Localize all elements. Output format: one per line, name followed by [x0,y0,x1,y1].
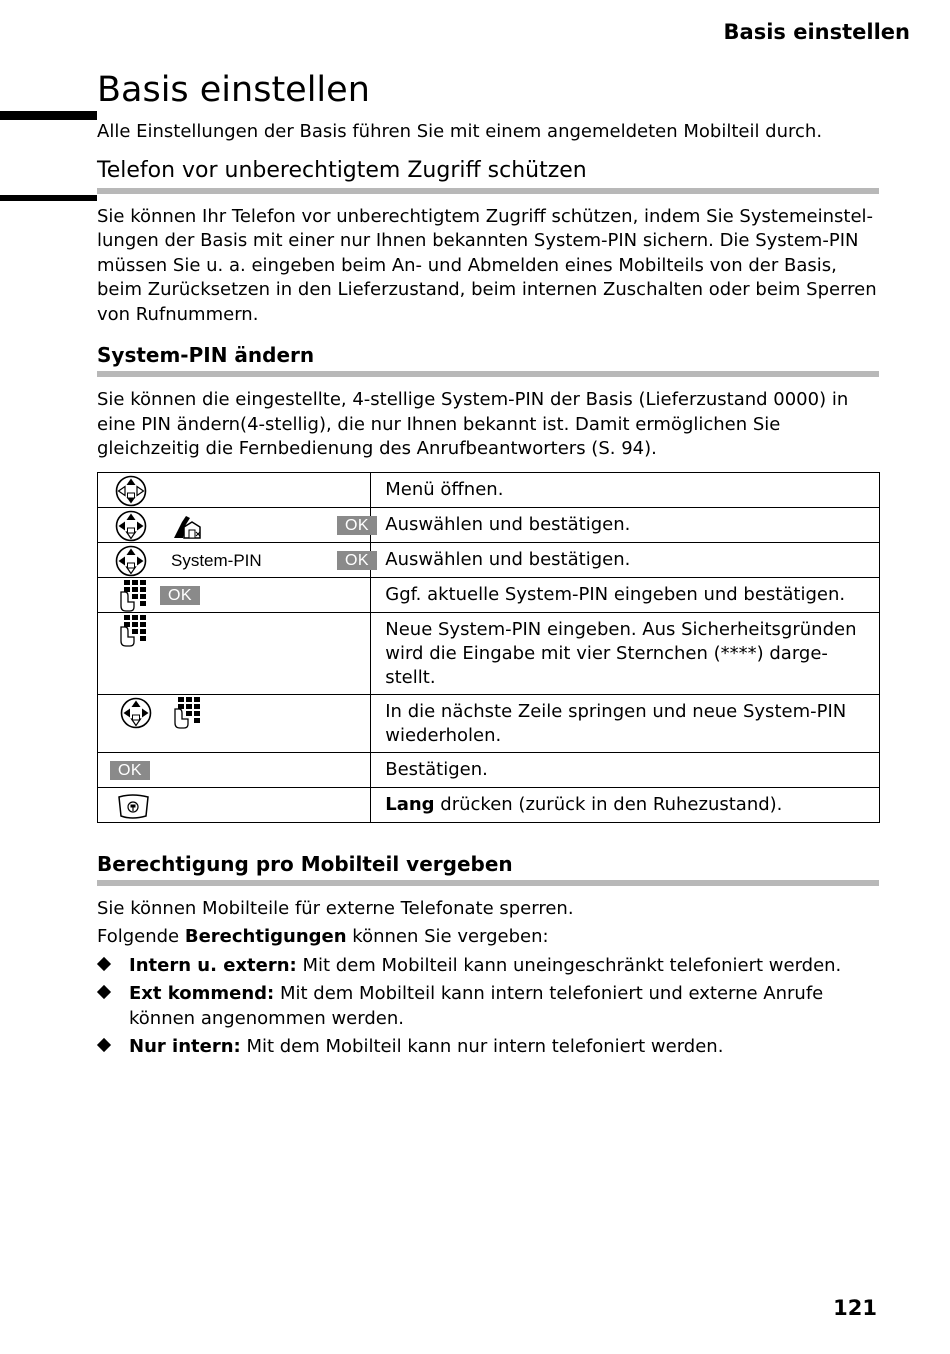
permission-term: Nur intern: [129,1036,241,1057]
lead-suffix: können Sie vergeben: [346,926,549,947]
step-text: In die nächste Zeile springen und neue System-PIN wiederholen. [371,694,880,752]
permission-desc: Mit dem Mobilteil kann intern telefoniert und externe Anrufe können angenommen werden. [129,983,824,1029]
step-action [98,694,371,752]
step-row [98,752,880,787]
permissions-lead [97,925,879,950]
step-row [98,542,880,577]
step-text: Menü öffnen. [371,472,880,507]
step-row [98,577,880,612]
steps-table [97,472,880,823]
ok-softkey: OK [110,761,150,780]
control-key-icon [115,475,147,507]
list-item [97,1035,879,1060]
control-key-icon [115,510,147,542]
protect-text: Sie können Ihr Telefon vor unberechtigtem Zugriff schützen, indem Sie Systemeinstel-lungen der Basis mit einer nur Ihnen bekannten System-PIN sichern. Die System-PIN müssen Sie u. a. eingeben beim An- und Abmelden eines Mobilteils von der Basis, beim Zurücksetzen in den Lieferzustand, beim internen Zuschalten oder beim Sperren von Rufnummern. [97,205,877,325]
menu-item-system-pin: System-PIN [171,550,262,570]
step-row [98,612,880,694]
section-marker-bar [0,195,97,201]
permissions-list [97,954,879,1060]
section-heading-change-pin: System-PIN ändern [97,341,879,377]
permission-desc: Mit dem Mobilteil kann nur intern telefoniert werden. [240,1036,724,1057]
step-text [371,787,880,822]
step-action [98,612,371,694]
step-action [98,472,371,507]
end-call-key-icon [116,790,152,822]
chapter-marker-bar [0,111,97,120]
ok-softkey: OK [160,586,200,605]
step-action [98,542,371,577]
step-row [98,694,880,752]
running-header: Basis einstellen [723,20,910,44]
ok-softkey: OK [337,516,377,535]
step-action [98,752,371,787]
permission-term: Intern u. extern: [129,954,297,976]
intro-text: Alle Einstellungen der Basis führen Sie mit einem angemeldeten Mobilteil durch. [97,121,823,142]
step-row [98,787,880,822]
page-number: 121 [833,1296,877,1320]
lead-term: Berechtigungen [184,926,347,947]
step-action [98,577,371,612]
bullet-icon [97,1038,111,1052]
page-content [97,68,879,1060]
keypad-icon [172,697,204,729]
step-text: Ggf. aktuelle System-PIN eingeben und bestätigen. [371,577,880,612]
step-text: Neue System-PIN eingeben. Aus Sicherheitsgründen wird die Eingabe mit vier Sternchen (****) darge-stellt. [371,612,880,694]
step-action [98,507,371,542]
step-action [98,787,371,822]
bullet-icon [97,956,111,970]
base-settings-icon [170,510,204,542]
step-row [98,472,880,507]
step-text: Bestätigen. [371,752,880,787]
step-emphasis: Lang [385,793,435,815]
list-item [97,982,879,1031]
permission-desc: Mit dem Mobilteil kann uneingeschränkt telefoniert werden. [296,954,842,976]
section-heading-protect: Telefon vor unberechtigtem Zugriff schützen [97,156,879,194]
lead-prefix: Folgende [97,926,185,947]
permissions-text: Sie können Mobilteile für externe Telefonate sperren. [97,897,574,919]
change-pin-text: Sie können die eingestellte, 4-stellige System-PIN der Basis (Lieferzustand 0000) in eine PIN ändern(4-stellig), die nur Ihnen bekannt ist. Damit ermöglichen Sie gleichzeitig die Fernbedienung des Anrufbeantworters (S. 94). [97,389,849,459]
control-key-icon [115,545,147,577]
section-heading-permissions: Berechtigung pro Mobilteil vergeben [97,850,879,886]
step-text-rest: drücken (zurück in den Ruhezustand). [434,793,783,815]
bullet-icon [97,985,111,999]
step-text: Auswählen und bestätigen. [371,542,880,577]
control-key-icon [120,697,152,729]
list-item [97,954,879,979]
keypad-icon [118,580,150,612]
ok-softkey: OK [337,551,377,570]
page-title: Basis einstellen [97,70,370,110]
step-text: Auswählen und bestätigen. [371,507,880,542]
permission-term: Ext kommend: [129,983,275,1004]
step-row [98,507,880,542]
keypad-icon [118,615,150,647]
